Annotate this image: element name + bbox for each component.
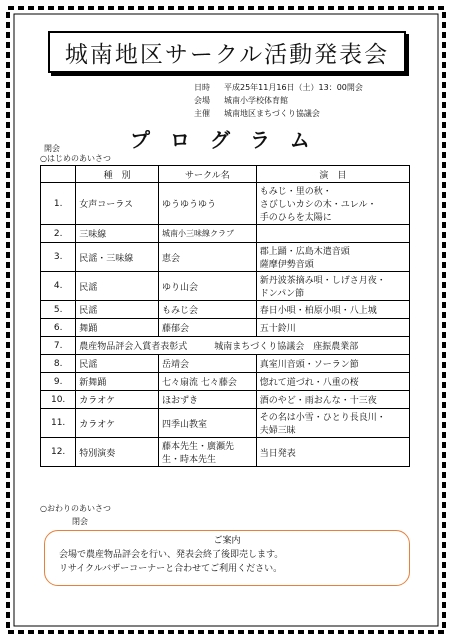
row-type: 女声コーラス [76,183,159,225]
row-item: もみじ・里の秋・ さびしいカシの木・ユレル・ 手のひらを太陽に [256,183,409,225]
row-type: 民謡 [76,272,159,301]
opening-text: 開会 [44,144,60,153]
header-circle: サークル名 [158,166,256,183]
row-item: 惚れて道づれ・八重の桜 [256,373,409,391]
row-item: 酒のやど・雨おんな・十三夜 [256,391,409,409]
row-number: 12. [41,438,76,467]
table-row [41,319,410,337]
event-title: 城南地区サークル活動発表会 [48,31,406,73]
row-number: 3. [41,243,76,272]
row-type: 特別演奏 [76,438,159,467]
program-heading: プログラム [130,128,330,152]
row-circle: 四季山教室 [158,409,256,438]
table-header-row [41,166,410,183]
row-circle: 恵会 [158,243,256,272]
row-type: 舞踊 [76,319,159,337]
row-circle: 城南小三味線クラブ [158,225,256,243]
row-circle: ゆうゆうゆう [158,183,256,225]
table-row [41,301,410,319]
row-circle: 藤本先生・廣瀬先 生・時本先生 [158,438,256,467]
notice-line-2: リサイクルバザーコーナーと合わせてご利用ください。 [59,564,283,574]
row-circle: もみじ会 [158,301,256,319]
notice-box [44,530,410,586]
row-item: 郡上踊・広島木遣音頭 薩摩伊勢音頭 [256,243,409,272]
table-row [41,337,410,355]
row-item: 春日小唄・柏原小唄・八上城 [256,301,409,319]
row-type: 三味線 [76,225,159,243]
row-number: 4. [41,272,76,301]
table-row [41,373,410,391]
row-circle: ほおずき [158,391,256,409]
row-type: 民謡 [76,301,159,319]
row-number: 9. [41,373,76,391]
program-table [40,165,410,467]
row-item: 五十鈴川 [256,319,409,337]
row-item: 新丹波茶摘み唄・しげさ月夜・ ドンパン節 [256,272,409,301]
header-type: 種 別 [76,166,159,183]
header-no [41,166,76,183]
row-circle: 岳靖会 [158,355,256,373]
row-circle: ゆり山会 [158,272,256,301]
info-venue-value: 城南小学校体育館 [224,96,288,105]
row-number: 11. [41,409,76,438]
table-row [41,409,410,438]
notice-heading: ご案内 [213,536,241,546]
row-number: 1. [41,183,76,225]
table-row [41,438,410,467]
row-circle: 七々扇流 七々藤会 [158,373,256,391]
row-circle: 藤郁会 [158,319,256,337]
info-date-value: 平成25年11月16日（土）13：00開会 [224,83,363,92]
row-type: 民謡 [76,355,159,373]
row-number: 5. [41,301,76,319]
table-row [41,391,410,409]
row-item: 真室川音頭・ソーラン節 [256,355,409,373]
row-type: カラオケ [76,409,159,438]
row-number: 6. [41,319,76,337]
table-row [41,272,410,301]
table-row [41,243,410,272]
table-row [41,355,410,373]
info-organizer [194,108,320,119]
info-organizer-value: 城南地区まちづくり協議会 [224,109,320,118]
info-date-label: 日時 [194,83,210,92]
header-item: 演 目 [256,166,409,183]
table-body [41,183,410,467]
row-number: 7. [41,337,76,355]
table-row [41,225,410,243]
row-item: 当日発表 [256,438,409,467]
opening-greeting: ○はじめのあいさつ [40,154,111,163]
info-venue [194,95,288,106]
row-number: 2. [41,225,76,243]
closing-greeting: ○おわりのあいさつ [40,504,111,513]
row-number: 8. [41,355,76,373]
row-type: 新舞踊 [76,373,159,391]
row-item [256,225,409,243]
info-organizer-label: 主催 [194,109,210,118]
row-item: その名は小雪・ひとり長良川・ 夫婦三昧 [256,409,409,438]
row-span-cell: 農産物品評会入賞者表彰式 城南まちづくり協議会 座振農業部 [76,337,410,355]
row-type: 民謡・三味線 [76,243,159,272]
notice-line-1: 会場で農産物品評会を行い、発表会終了後即売します。 [59,550,284,560]
info-venue-label: 会場 [194,96,210,105]
table-row [41,183,410,225]
info-date [194,82,363,93]
closing-text: 閉会 [72,517,88,526]
row-number: 10. [41,391,76,409]
row-type: カラオケ [76,391,159,409]
